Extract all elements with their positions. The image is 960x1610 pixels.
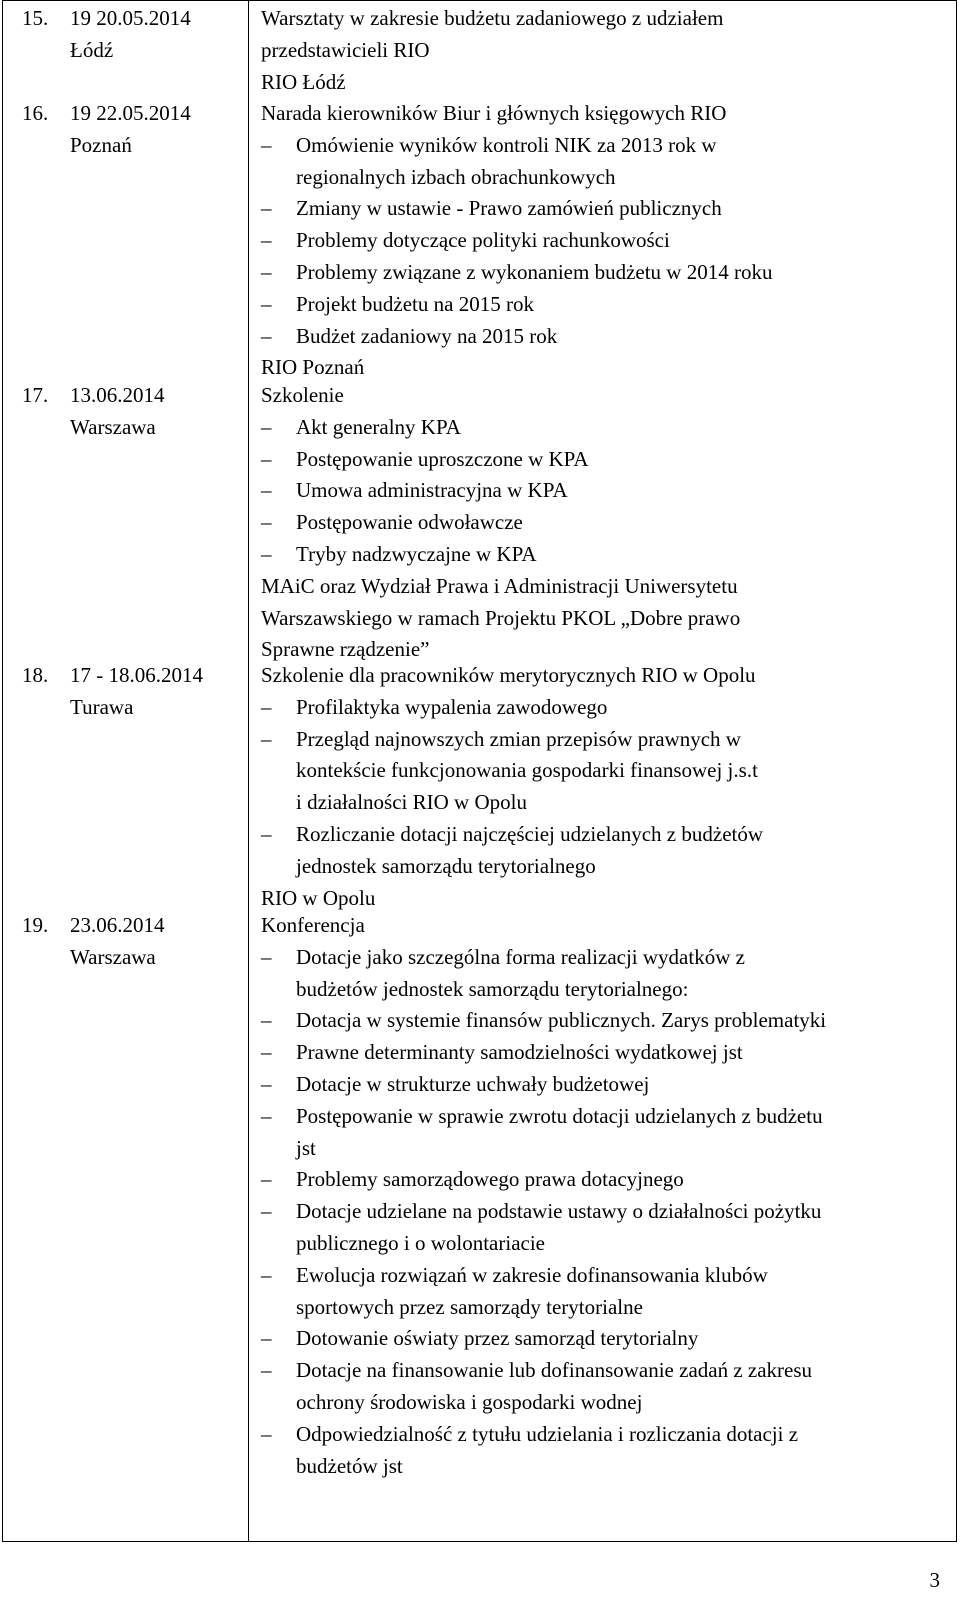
dash-bullet-icon: – — [261, 1358, 272, 1383]
bullet-item: – Zmiany w ustawie - Prawo zamówień publicznych — [261, 193, 951, 225]
bullet-item-continuation: jednostek samorządu terytorialnego — [296, 853, 596, 878]
dash-bullet-icon: – — [261, 1326, 272, 1351]
dash-bullet-icon: – — [261, 1199, 272, 1224]
bullet-item: – Dotacje udzielane na podstawie ustawy o działalności pożytku — [261, 1196, 951, 1228]
bullet-item-continuation: budżetów jst — [296, 1453, 403, 1478]
dash-bullet-icon: – — [261, 541, 272, 566]
description-line: przedstawicieli RIO — [261, 37, 430, 62]
dash-bullet-icon: – — [261, 132, 272, 157]
bullet-item: – Problemy samorządowego prawa dotacyjnego — [261, 1164, 951, 1196]
dash-bullet-icon: – — [261, 726, 272, 751]
bullet-item: – Tryby nadzwyczajne w KPA — [261, 539, 951, 571]
bullet-item: – Postępowanie uproszczone w KPA — [261, 444, 951, 476]
bullet-item: – Budżet zadaniowy na 2015 rok — [261, 321, 951, 353]
bullet-item: – Dotacje jako szczególna forma realizacji wydatków z — [261, 942, 951, 974]
row-number: 15. — [22, 6, 49, 30]
bullet-item: – Dotacje na finansowanie lub dofinansowanie zadań z zakresu — [261, 1355, 951, 1387]
description-line: Konferencja — [261, 913, 365, 937]
row-date-place — [70, 98, 248, 162]
bullet-item-continuation: jst — [296, 1135, 316, 1160]
bullet-item: – Prawne determinanty samodzielności wydatkowej jst — [261, 1037, 951, 1069]
dash-bullet-icon: – — [261, 1167, 272, 1192]
dash-bullet-icon: – — [261, 1421, 272, 1446]
row-number: 17. — [22, 383, 49, 407]
event-place: Warszawa — [70, 944, 156, 969]
dash-bullet-icon: – — [261, 1040, 272, 1065]
dash-bullet-icon: – — [261, 228, 272, 253]
bullet-item: – Problemy dotyczące polityki rachunkowości — [261, 225, 951, 257]
description-line: Szkolenie dla pracowników merytorycznych RIO w Opolu — [261, 663, 756, 687]
row-date-place — [70, 3, 248, 67]
dash-bullet-icon: – — [261, 259, 272, 284]
description-line: Narada kierowników Biur i głównych księgowych RIO — [261, 101, 727, 125]
row-date-place — [70, 660, 248, 724]
dash-bullet-icon: – — [261, 478, 272, 503]
event-description — [261, 380, 951, 666]
bullet-item: – Ewolucja rozwiązań w zakresie dofinansowania klubów — [261, 1260, 951, 1292]
bullet-item-continuation: publicznego i o wolontariacie — [296, 1230, 545, 1255]
dash-bullet-icon: – — [261, 291, 272, 316]
event-description — [261, 3, 951, 98]
dash-bullet-icon: – — [261, 446, 272, 471]
description-line: RIO Poznań — [261, 355, 365, 380]
event-place: Turawa — [70, 694, 134, 719]
bullet-item: – Omówienie wyników kontroli NIK za 2013 rok w — [261, 130, 951, 162]
dash-bullet-icon: – — [261, 196, 272, 221]
description-line: Warszawskiego w ramach Projektu PKOL „Dobre prawo — [261, 605, 741, 630]
bullet-item-continuation: sportowych przez samorządy terytorialne — [296, 1294, 643, 1319]
dash-bullet-icon: – — [261, 821, 272, 846]
event-place: Łódź — [70, 37, 114, 62]
bullet-item: – Postępowanie odwoławcze — [261, 507, 951, 539]
bullet-item-continuation: budżetów jednostek samorządu terytorialnego: — [296, 976, 689, 1001]
bullet-item-continuation: ochrony środowiska i gospodarki wodnej — [296, 1389, 643, 1414]
bullet-item: – Profilaktyka wypalenia zawodowego — [261, 692, 951, 724]
bullet-item-continuation: kontekście funkcjonowania gospodarki finansowej j.s.t — [296, 758, 758, 783]
row-number: 18. — [22, 663, 49, 687]
event-place: Poznań — [70, 132, 132, 157]
description-line: RIO w Opolu — [261, 885, 376, 910]
event-date: 19 22.05.2014 — [70, 101, 191, 125]
event-date: 23.06.2014 — [70, 913, 165, 937]
bullet-item: – Odpowiedzialność z tytułu udzielania i rozliczania dotacji z — [261, 1419, 951, 1451]
bullet-item: – Rozliczanie dotacji najczęściej udzielanych z budżetów — [261, 819, 951, 851]
event-date: 19 20.05.2014 — [70, 6, 191, 30]
bullet-item: – Umowa administracyjna w KPA — [261, 475, 951, 507]
event-description — [261, 660, 951, 914]
bullet-item: – Przegląd najnowszych zmian przepisów prawnych w — [261, 724, 951, 756]
event-description — [261, 98, 951, 384]
row-date-place — [70, 380, 248, 444]
page-number: 3 — [929, 1568, 940, 1592]
dash-bullet-icon: – — [261, 510, 272, 535]
description-line: RIO Łódź — [261, 69, 346, 94]
dash-bullet-icon: – — [261, 1103, 272, 1128]
dash-bullet-icon: – — [261, 1008, 272, 1033]
bullet-item: – Postępowanie w sprawie zwrotu dotacji udzielanych z budżetu — [261, 1101, 951, 1133]
description-line: Sprawne rządzenie” — [261, 637, 430, 662]
event-description — [261, 910, 951, 1482]
description-line: Warsztaty w zakresie budżetu zadaniowego z udziałem — [261, 6, 724, 30]
dash-bullet-icon: – — [261, 323, 272, 348]
event-date: 13.06.2014 — [70, 383, 165, 407]
bullet-item: – Akt generalny KPA — [261, 412, 951, 444]
bullet-item: – Problemy związane z wykonaniem budżetu w 2014 roku — [261, 257, 951, 289]
row-date-place — [70, 910, 248, 974]
bullet-item: – Dotacja w systemie finansów publicznych. Zarys problematyki — [261, 1005, 951, 1037]
row-number: 16. — [22, 101, 49, 125]
event-place: Warszawa — [70, 414, 156, 439]
description-line: Szkolenie — [261, 383, 344, 407]
bullet-item-continuation: i działalności RIO w Opolu — [296, 790, 527, 815]
bullet-item-continuation: regionalnych izbach obrachunkowych — [296, 164, 616, 189]
dash-bullet-icon: – — [261, 414, 272, 439]
column-divider — [248, 1, 249, 1541]
bullet-item: – Dotacje w strukturze uchwały budżetowej — [261, 1069, 951, 1101]
dash-bullet-icon: – — [261, 944, 272, 969]
description-line: MAiC oraz Wydział Prawa i Administracji Uniwersytetu — [261, 573, 738, 598]
bullet-item: – Projekt budżetu na 2015 rok — [261, 289, 951, 321]
dash-bullet-icon: – — [261, 1262, 272, 1287]
dash-bullet-icon: – — [261, 1071, 272, 1096]
dash-bullet-icon: – — [261, 694, 272, 719]
bullet-item: – Dotowanie oświaty przez samorząd terytorialny — [261, 1323, 951, 1355]
event-date: 17 - 18.06.2014 — [70, 663, 203, 687]
row-number: 19. — [22, 913, 49, 937]
